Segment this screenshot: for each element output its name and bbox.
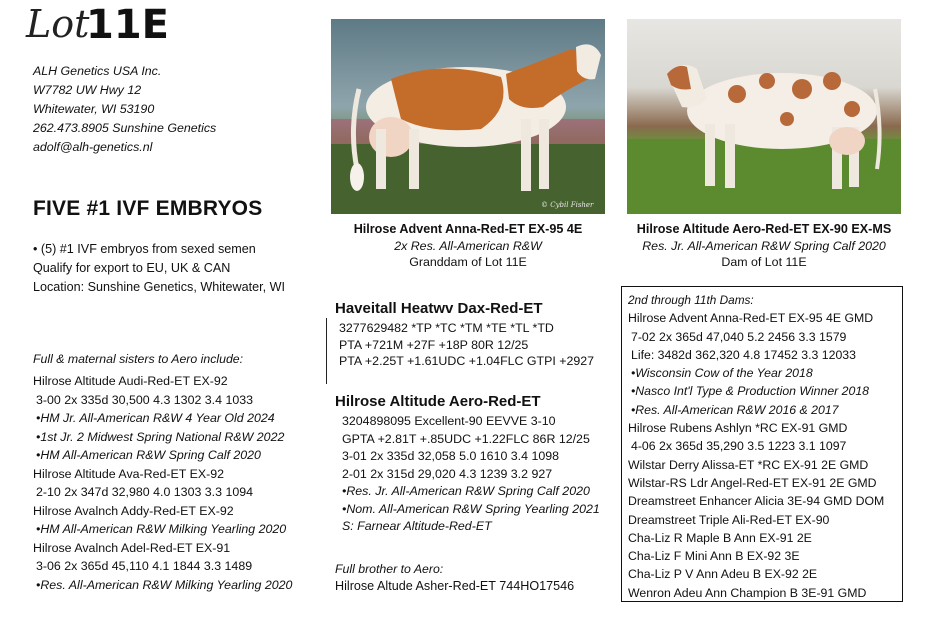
award-line: •HM All-American R&W Milking Yearling 2020 [36,522,287,536]
cow-name: Cha-Liz R Maple B Ann EX-91 2E [628,530,812,545]
dam-stats [339,413,600,536]
contact-block [33,62,216,157]
cow-name: Hilrose Advent Anna-Red-ET EX-95 4E GMD [628,311,874,326]
record-line: Life: 3482d 362,320 4.8 17452 3.3 12033 [631,347,856,362]
dams-box-title: 2nd through 11th Dams: [628,293,754,307]
dam-photo [627,19,901,214]
cow-photo-red-white [627,19,901,214]
award-line: •Nasco Int'l Type & Production Winner 2018 [631,384,870,399]
granddam-name: Hilrose Advent Anna-Red-ET EX-95 4E [353,222,583,236]
dam-photo-relation: Dam of Lot 11E [721,255,807,269]
granddam-caption [311,221,625,271]
contact-email[interactable]: adolf@alh-genetics.nl [33,140,153,154]
record-line: 3-00 2x 335d 30,500 4.3 1302 3.4 1033 [36,392,254,407]
offer-details [33,240,285,297]
sire-line: PTA +2.25T +1.61UDC +1.04FLC GTPI +2927 [339,354,595,368]
dam-caption [604,221,924,271]
award-line: •HM All-American R&W Spring Calf 2020 [36,448,261,462]
dam-photo-award: Res. Jr. All-American R&W Spring Calf 2020 [642,238,886,253]
record-line: 3-01 2x 335d 32,058 5.0 1610 3.4 1098 [342,449,560,463]
record-line: 2-01 2x 315d 29,020 4.3 1239 3.2 927 [342,466,553,481]
contact-line: Whitewater, WI 53190 [33,102,155,116]
cow-name: Wilstar-RS Ldr Angel-Red-ET EX-91 2E GMD [628,475,877,490]
cow-name: Hilrose Altitude Ava-Red-ET EX-92 [33,466,225,481]
dam-photo-name: Hilrose Altitude Aero-Red-ET EX-90 EX-MS [636,222,892,236]
award-line: •Res. All-American R&W Milking Yearling 2020 [36,577,293,592]
lot-number: 11E [86,2,169,48]
offer-line: Location: Sunshine Genetics, Whitewater, WI [33,280,285,294]
brother-info: Hilrose Altude Asher-Red-ET 744HO17546 [335,579,575,593]
award-line: •Wisconsin Cow of the Year 2018 [631,366,813,381]
sire-name: Haveitall Heatwv Dax-Red-ET [335,300,543,317]
dam-name: Hilrose Altitude Aero-Red-ET [335,393,541,410]
award-line: •Res. All-American R&W 2016 & 2017 [631,402,839,417]
cow-photo-red-white [331,19,605,214]
cow-name: Wilstar Derry Alissa-ET *RC EX-91 2E GMD [628,457,869,472]
award-line: •HM Jr. All-American R&W 4 Year Old 2024 [36,411,275,425]
sisters-title: Full & maternal sisters to Aero include: [33,352,244,366]
cow-name: Wenron Adeu Ann Champion B 3E-91 GMD [628,585,867,600]
cow-name: Cha-Liz F Mini Ann B EX-92 3E [628,549,800,564]
granddam-relation: Granddam of Lot 11E [409,255,527,269]
headline: FIVE #1 IVF EMBRYOS [33,197,263,220]
cow-name: Hilrose Altitude Audi-Red-ET EX-92 [33,374,228,388]
sire-line: 3277629482 *TP *TC *TM *TE *TL *TD [339,321,554,335]
contact-line: W7782 UW Hwy 12 [33,83,142,97]
record-line: 2-10 2x 347d 32,980 4.0 1303 3.3 1094 [36,485,254,499]
cow-name: Dreamstreet Enhancer Alicia 3E-94 GMD DOM [628,494,885,509]
record-line: GPTA +2.81T +.85UDC +1.22FLC 86R 12/25 [342,431,590,446]
sire-line: PTA +721M +27F +18P 80R 12/25 [339,337,529,352]
cow-name: Hilrose Rubens Ashlyn *RC EX-91 GMD [628,421,848,436]
dams-box-lines [628,309,896,602]
lot-word: Lot [26,2,90,46]
photo-credit: © Cybil Fisher [541,201,594,209]
brother-title: Full brother to Aero: [335,562,444,576]
contact-line: 262.473.8905 Sunshine Genetics [33,121,217,135]
granddam-photo [331,19,605,214]
divider-line [326,318,327,384]
award-line: •Res. Jr. All-American R&W Spring Calf 2020 [342,484,590,498]
cow-name: Dreamstreet Triple Ali-Red-ET EX-90 [628,512,830,527]
offer-line: Qualify for export to EU, UK & CAN [33,261,231,275]
award-line: •Nom. All-American R&W Spring Yearling 2021 [342,501,600,516]
cow-name: Hilrose Avalnch Addy-Red-ET EX-92 [33,503,234,518]
award-line: •1st Jr. 2 Midwest Spring National R&W 2022 [36,429,285,444]
record-line: 3-06 2x 365d 45,110 4.1 1844 3.3 1489 [36,559,253,573]
dams-box [621,286,903,602]
record-line: 3204898095 Excellent-90 EEVVE 3-10 [342,414,556,428]
record-line: 4-06 2x 365d 35,290 3.5 1223 3.1 1097 [631,439,847,454]
sire-stats [339,320,594,370]
cow-name: Hilrose Avalnch Adel-Red-ET EX-91 [33,540,231,555]
sisters-list [33,372,292,594]
cow-name: Cha-Liz P V Ann Adeu B EX-92 2E [628,567,818,582]
granddam-award: 2x Res. All-American R&W [394,238,542,253]
offer-line: • (5) #1 IVF embryos from sexed semen [33,242,256,256]
record-line: 7-02 2x 365d 47,040 5.2 2456 3.3 1579 [631,329,847,344]
award-line: S: Farnear Altitude-Red-ET [342,519,492,533]
contact-line: ALH Genetics USA Inc. [33,64,162,78]
